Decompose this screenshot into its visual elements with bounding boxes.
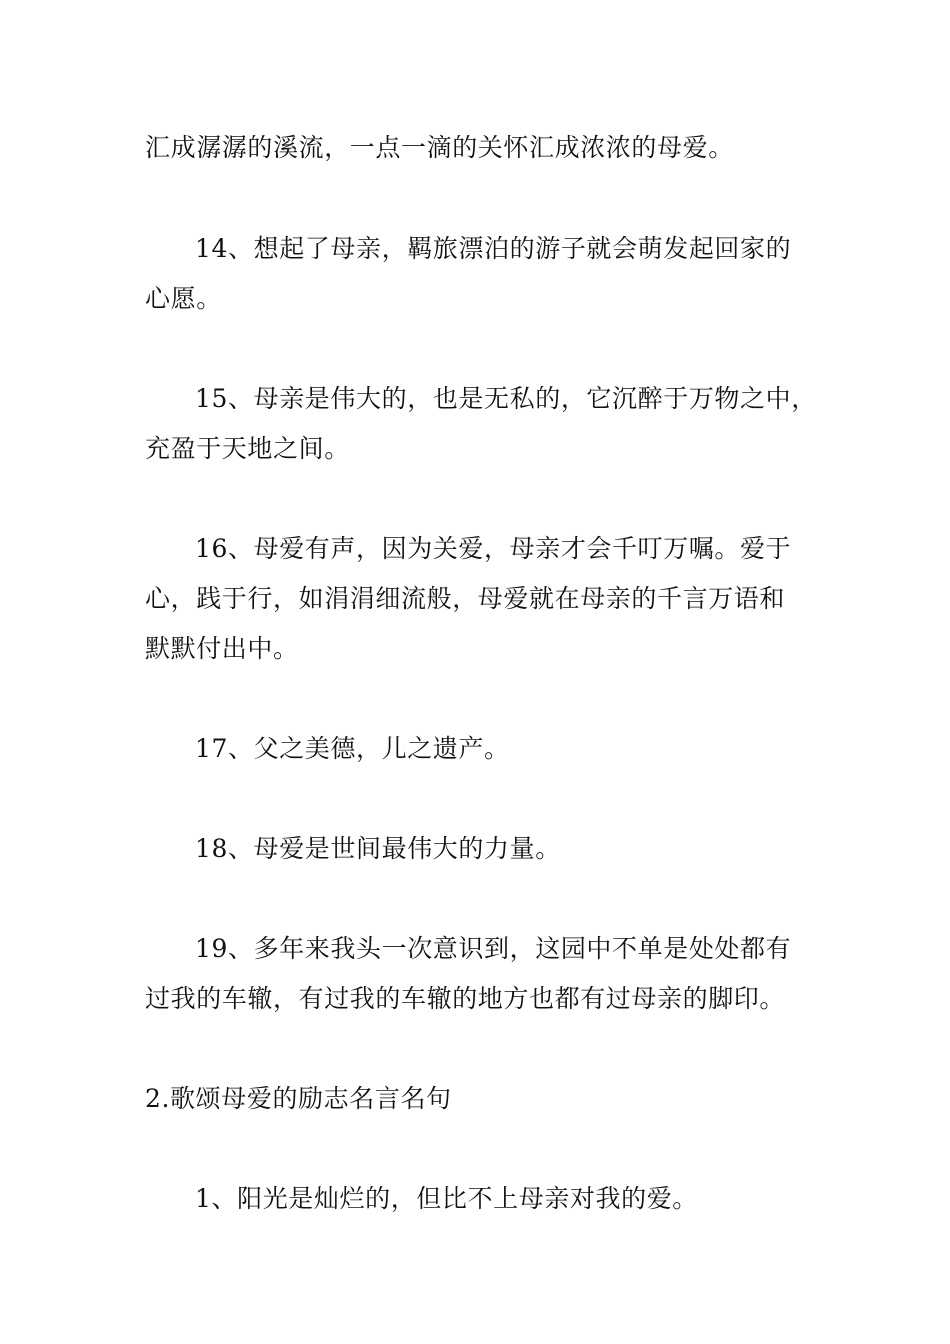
text-line: 汇成潺潺的溪流，一点一滴的关怀汇成浓浓的母爱。 [145, 133, 734, 162]
text-line: 16、母爱有声，因为关爱，母亲才会千叮万嘱。爱于 [195, 534, 792, 563]
text-line: 心愿。 [145, 284, 222, 313]
text-line: 18、母爱是世间最伟大的力量。 [195, 834, 561, 863]
text-line: 19、多年来我头一次意识到，这园中不单是处处都有 [195, 934, 792, 963]
text-line: 15、母亲是伟大的，也是无私的，它沉醉于万物之中， [195, 384, 817, 413]
section-heading: 2.歌颂母爱的励志名言名句 [145, 1084, 452, 1113]
text-line: 14、想起了母亲，羁旅漂泊的游子就会萌发起回家的 [195, 234, 792, 263]
text-line: 心，践于行，如涓涓细流般，母爱就在母亲的千言万语和 [145, 584, 786, 613]
text-line: 默默付出中。 [145, 634, 299, 663]
text-line: 充盈于天地之间。 [145, 434, 350, 463]
text-line: 1、阳光是灿烂的，但比不上母亲对我的爱。 [195, 1184, 698, 1213]
text-line: 17、父之美德，儿之遗产。 [195, 734, 510, 763]
text-line: 过我的车辙，有过我的车辙的地方也都有过母亲的脚印。 [145, 984, 786, 1013]
